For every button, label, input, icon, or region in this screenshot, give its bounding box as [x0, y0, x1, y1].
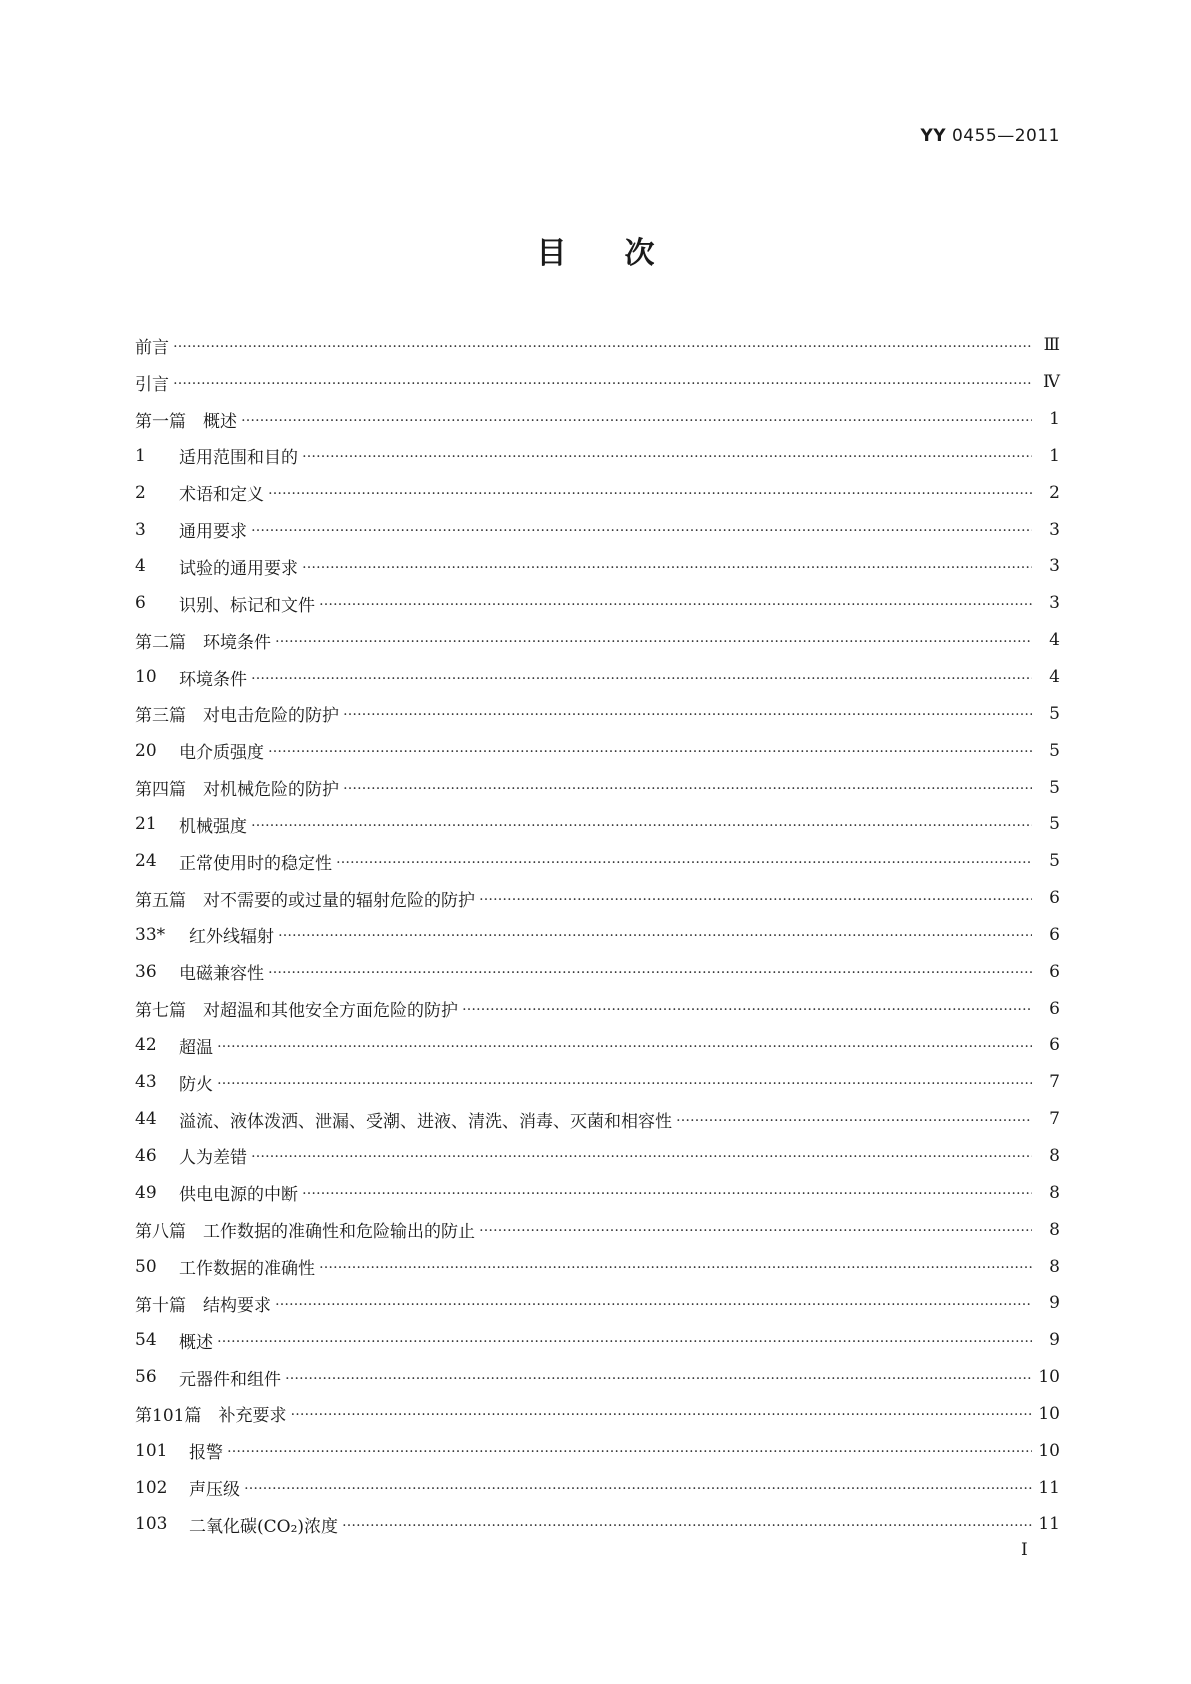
toc-entry-number: 3	[135, 519, 146, 540]
toc-entry-page: 5	[1049, 777, 1060, 798]
toc-entry-number: 33*	[135, 924, 166, 945]
toc-entry-title: 概述	[179, 1332, 213, 1353]
toc-entry[interactable]	[135, 364, 1060, 401]
toc-entry-page: 3	[1049, 556, 1060, 577]
toc-entry-number: 50	[135, 1256, 157, 1277]
toc-entry-title: 正常使用时的稳定性	[179, 853, 332, 874]
toc-entry-number: 10	[135, 667, 157, 688]
toc-entry[interactable]	[135, 659, 1060, 696]
toc-entry-number: 101	[135, 1440, 168, 1461]
toc-entry-title: 溢流、液体泼洒、泄漏、受潮、进液、清洗、消毒、灭菌和相容性	[179, 1111, 672, 1132]
dot-leader	[217, 1332, 1032, 1349]
toc-entry-page: 4	[1049, 667, 1060, 688]
toc-entry-page: Ⅳ	[1043, 372, 1060, 393]
dot-leader	[268, 963, 1032, 980]
toc-entry-number: 54	[135, 1330, 157, 1351]
toc-entry-title: 第七篇 对超温和其他安全方面危险的防护	[135, 1001, 458, 1022]
toc-entry-page: 8	[1049, 1145, 1060, 1166]
toc-entry-page: 8	[1049, 1182, 1060, 1203]
toc-entry-page: 9	[1049, 1293, 1060, 1314]
toc-entry-title: 前言	[135, 337, 169, 358]
toc-entry[interactable]	[135, 1174, 1060, 1211]
toc-entry-number: 24	[135, 851, 157, 872]
dot-leader	[285, 1369, 1032, 1386]
toc-entry-title: 试验的通用要求	[179, 558, 298, 579]
dot-leader	[302, 558, 1032, 575]
dot-leader	[244, 1479, 1032, 1496]
toc-entry-page: 6	[1049, 998, 1060, 1019]
dot-leader	[251, 669, 1032, 686]
dot-leader	[275, 632, 1032, 649]
toc-entry-number: 42	[135, 1035, 157, 1056]
toc-entry[interactable]	[135, 1395, 1060, 1432]
toc-entry[interactable]	[135, 843, 1060, 880]
dot-leader	[302, 1184, 1032, 1201]
toc-entry-page: 10	[1038, 1440, 1060, 1461]
dot-leader	[278, 926, 1032, 943]
toc-entry-page: 8	[1049, 1256, 1060, 1277]
toc-entry-title: 第三篇 对电击危险的防护	[135, 706, 339, 727]
toc-entry-title: 引言	[135, 374, 169, 395]
dot-leader	[251, 521, 1032, 538]
toc-entry[interactable]	[135, 1064, 1060, 1101]
toc-entry-title: 第十篇 结构要求	[135, 1295, 271, 1316]
standard-code-prefix: YY	[920, 126, 947, 146]
dot-leader	[342, 1516, 1032, 1533]
toc-entry-number: 43	[135, 1072, 157, 1093]
toc-entry-number: 49	[135, 1182, 157, 1203]
toc-entry-title: 电磁兼容性	[179, 964, 264, 985]
toc-entry-page: 6	[1049, 1035, 1060, 1056]
toc-entry-title: 电介质强度	[179, 743, 264, 764]
toc-entry-title: 超温	[179, 1037, 213, 1058]
toc-entry-page: 3	[1049, 519, 1060, 540]
toc-entry-number: 2	[135, 482, 146, 503]
toc-entry-page: 1	[1049, 409, 1060, 430]
toc-entry[interactable]	[135, 806, 1060, 843]
toc-entry[interactable]	[135, 1101, 1060, 1138]
toc-entry[interactable]	[135, 1322, 1060, 1359]
toc-entry[interactable]	[135, 917, 1060, 954]
toc-entry-page: 5	[1049, 814, 1060, 835]
dot-leader	[251, 1147, 1032, 1164]
toc-entry-page: 6	[1049, 961, 1060, 982]
toc-entry[interactable]	[135, 622, 1060, 659]
dot-leader	[462, 1000, 1032, 1017]
toc-entry[interactable]	[135, 1248, 1060, 1285]
dot-leader	[217, 1074, 1032, 1091]
toc-entry-number: 44	[135, 1109, 157, 1130]
toc-entry-page: 7	[1049, 1072, 1060, 1093]
toc-entry-page: 11	[1038, 1477, 1060, 1498]
toc-entry-number: 21	[135, 814, 157, 835]
toc-entry-title: 报警	[189, 1443, 223, 1464]
toc-entry[interactable]	[135, 695, 1060, 732]
toc-entry-title: 第二篇 环境条件	[135, 632, 271, 653]
toc-entry-page: 8	[1049, 1219, 1060, 1240]
toc-entry[interactable]	[135, 327, 1060, 364]
toc-entry[interactable]	[135, 732, 1060, 769]
toc-entry[interactable]	[135, 1359, 1060, 1396]
dot-leader	[290, 1405, 1032, 1422]
dot-leader	[479, 890, 1032, 907]
dot-leader	[268, 742, 1032, 759]
dot-leader	[227, 1442, 1032, 1459]
toc-entry-number: 103	[135, 1514, 168, 1535]
toc-entry-page: Ⅲ	[1043, 335, 1060, 356]
dot-leader	[319, 1258, 1032, 1275]
toc-entry[interactable]	[135, 585, 1060, 622]
toc-entry-title: 环境条件	[179, 669, 247, 690]
dot-leader	[343, 779, 1032, 796]
toc-entry-title: 防火	[179, 1074, 213, 1095]
toc-entry[interactable]	[135, 511, 1060, 548]
dot-leader	[173, 337, 1032, 354]
standard-code	[920, 126, 1060, 146]
toc-entry-title: 二氧化碳(CO₂)浓度	[189, 1516, 339, 1537]
toc-entry-number: 20	[135, 740, 157, 761]
toc-entry-page: 10	[1038, 1403, 1060, 1424]
toc-entry-title: 适用范围和目的	[179, 448, 298, 469]
toc-entry[interactable]	[135, 769, 1060, 806]
toc-entry-number: 46	[135, 1145, 157, 1166]
dot-leader	[676, 1111, 1032, 1128]
page-title: 目次	[536, 236, 713, 271]
toc-entry-page: 5	[1049, 851, 1060, 872]
toc-entry[interactable]	[135, 401, 1060, 438]
toc-entry-number: 6	[135, 593, 146, 614]
toc-entry-number: 56	[135, 1367, 157, 1388]
toc-entry-number: 36	[135, 961, 157, 982]
toc-entry-title: 第八篇 工作数据的准确性和危险输出的防止	[135, 1222, 475, 1243]
dot-leader	[241, 411, 1032, 428]
toc-entry-title: 红外线辐射	[189, 927, 274, 948]
toc-entry[interactable]	[135, 990, 1060, 1027]
toc-entry-page: 6	[1049, 924, 1060, 945]
toc-entry-number: 4	[135, 556, 146, 577]
toc-entry[interactable]	[135, 1285, 1060, 1322]
toc-entry-title: 术语和定义	[179, 485, 264, 506]
toc-entry-title: 识别、标记和文件	[179, 595, 315, 616]
toc-entry-title: 通用要求	[179, 522, 247, 543]
dot-leader	[319, 595, 1032, 612]
toc-entry[interactable]	[135, 1506, 1060, 1543]
toc-entry-number: 102	[135, 1477, 168, 1498]
toc-entry[interactable]	[135, 1469, 1060, 1506]
dot-leader	[302, 447, 1032, 464]
toc-entry[interactable]	[135, 880, 1060, 917]
standard-code-number: 0455—2011	[951, 126, 1060, 146]
dot-leader	[251, 816, 1032, 833]
toc-entry[interactable]	[135, 474, 1060, 511]
toc-entry-title: 人为差错	[179, 1148, 247, 1169]
toc-entry-page: 11	[1038, 1514, 1060, 1535]
toc-entry[interactable]	[135, 953, 1060, 990]
toc-entry-page: 5	[1049, 703, 1060, 724]
toc-entry-page: 1	[1049, 445, 1060, 466]
toc-entry-page: 7	[1049, 1109, 1060, 1130]
toc-entry-title: 第五篇 对不需要的或过量的辐射危险的防护	[135, 890, 475, 911]
dot-leader	[336, 853, 1032, 870]
toc-entry-title: 元器件和组件	[179, 1369, 281, 1390]
table-of-contents	[135, 327, 1060, 1543]
toc-entry[interactable]	[135, 1138, 1060, 1175]
toc-entry-title: 机械强度	[179, 816, 247, 837]
toc-entry-page: 2	[1049, 482, 1060, 503]
toc-entry-page: 9	[1049, 1330, 1060, 1351]
toc-entry-page: 3	[1049, 593, 1060, 614]
toc-entry-title: 第101篇 补充要求	[135, 1406, 287, 1427]
toc-entry-title: 声压级	[189, 1480, 240, 1501]
dot-leader	[173, 374, 1032, 391]
toc-entry-page: 5	[1049, 740, 1060, 761]
toc-entry[interactable]	[135, 1027, 1060, 1064]
toc-entry-page: 10	[1038, 1367, 1060, 1388]
dot-leader	[275, 1295, 1032, 1312]
toc-entry[interactable]	[135, 438, 1060, 475]
toc-entry-page: 4	[1049, 630, 1060, 651]
toc-entry-title: 工作数据的准确性	[179, 1259, 315, 1280]
toc-entry[interactable]	[135, 1432, 1060, 1469]
toc-entry-title: 第四篇 对机械危险的防护	[135, 780, 339, 801]
dot-leader	[479, 1221, 1032, 1238]
page-number: I	[1021, 1540, 1028, 1560]
dot-leader	[343, 705, 1032, 722]
toc-entry-title: 第一篇 概述	[135, 411, 237, 432]
toc-entry-page: 6	[1049, 888, 1060, 909]
toc-entry[interactable]	[135, 548, 1060, 585]
toc-entry-title: 供电电源的中断	[179, 1185, 298, 1206]
dot-leader	[268, 484, 1032, 501]
toc-entry[interactable]	[135, 1211, 1060, 1248]
toc-entry-number: 1	[135, 445, 146, 466]
dot-leader	[217, 1037, 1032, 1054]
